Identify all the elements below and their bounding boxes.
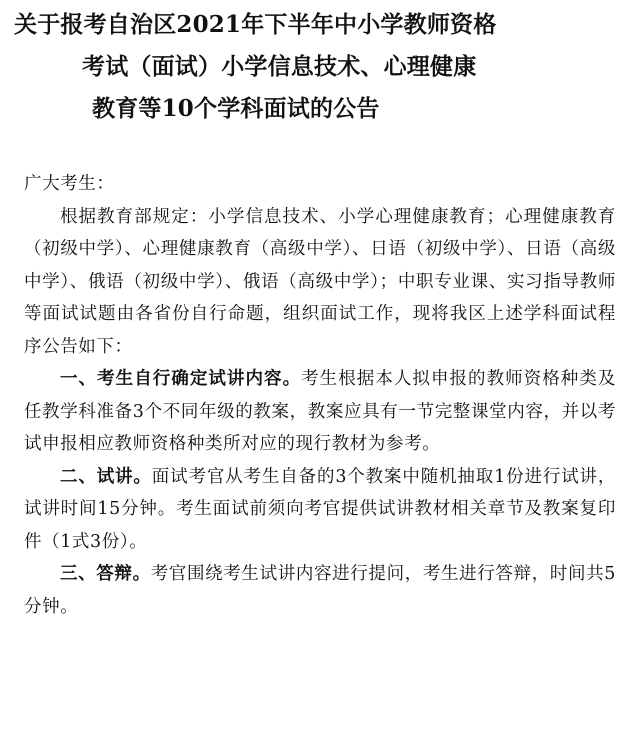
section-3-heading: 三、答辩。 (60, 564, 151, 584)
title-line-1: 关于报考自治区2021年下半年中小学教师资格 (14, 11, 497, 38)
document-title (0, 4, 629, 130)
title-line-3: 教育等10个学科面试的公告 (92, 95, 380, 122)
title-line-2: 考试（面试）小学信息技术、心理健康 (82, 53, 477, 80)
section-2 (24, 461, 616, 559)
section-1-text: 考生根据本人拟申报的教师资格种类及任教学科准备3个不同年级的教案，教案应具有一节完整课堂内容，并以考试申报相应教师资格种类所对应的现行教材为参考。 (24, 369, 616, 454)
document-body (24, 168, 616, 623)
section-3-text: 考官围绕考生试讲内容进行提问，考生进行答辩，时间共5分钟。 (24, 564, 617, 617)
salutation: 广大考生： (24, 174, 115, 194)
section-1 (24, 363, 616, 461)
intro-paragraph: 根据教育部规定：小学信息技术、小学心理健康教育；心理健康教育（初级中学）、心理健康教育（高级中学）、日语（初级中学）、日语（高级中学）、俄语（初级中学）、俄语（高级中学）；中职专业课、实习指导教师等面试试题由各省份自行命题，组织面试工作，现将我区上述学科面试程序公告如下： (24, 206, 616, 357)
section-2-heading: 二、试讲。 (60, 466, 152, 487)
section-3 (24, 558, 616, 623)
section-1-heading: 一、考生自行确定试讲内容。 (60, 369, 302, 389)
section-2-text: 面试考官从考生自备的3个教案中随机抽取1份进行试讲，试讲时间15分钟。考生面试前须向考官提供试讲教材相关章节及教案复印件（1式3份）。 (24, 466, 617, 552)
